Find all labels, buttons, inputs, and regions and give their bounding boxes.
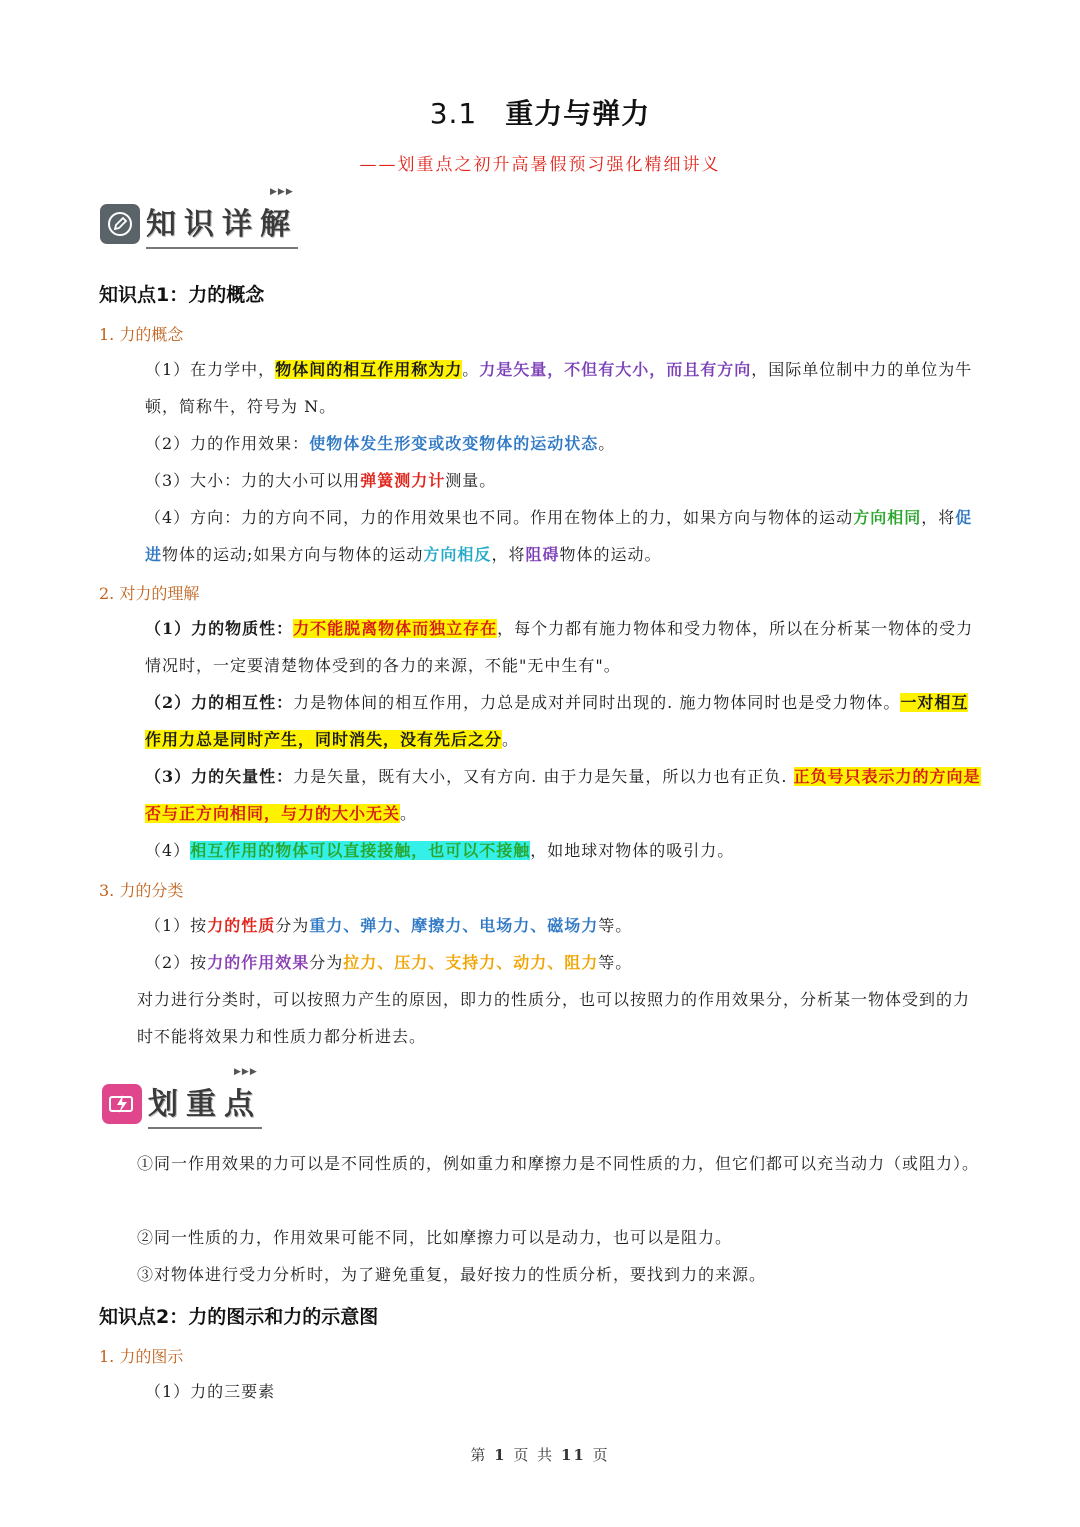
highlight: 正负号只表示力的方向是否与正方向相同，与力的大小无关 — [145, 767, 981, 823]
key-points-banner — [102, 1067, 262, 1129]
arrows-icon: ▶▶▶ — [234, 1067, 258, 1077]
paragraph: （3）力的矢量性：力是矢量，既有大小，又有方向. 由于力是矢量，所以力也有正负. 正负号只表示力的方向是否与正方向相同，与力的大小无关。 — [145, 767, 981, 823]
page-footer: 第 1 页 共 11 页 — [470, 1446, 610, 1464]
total-pages: 11 — [560, 1446, 586, 1464]
paragraph: （2）力的相互性：力是物体间的相互作用，力总是成对并同时出现的. 施力物体同时也是受力物体。一对相互作用力总是同时产生，同时消失，没有先后之分。 — [145, 693, 969, 749]
page-number: 1 — [494, 1446, 507, 1464]
highlight: 力不能脱离物体而独立存在 — [293, 619, 498, 638]
section-title: 1. 力的概念 — [99, 325, 184, 344]
knowledge-detail-banner — [100, 187, 298, 249]
page-subtitle: ——划重点之初升高暑假预习强化精细讲义 — [359, 155, 721, 175]
paragraph: （3）大小：力的大小可以用弹簧测力计测量。 — [145, 471, 497, 490]
paragraph: （1）力的三要素 — [145, 1382, 276, 1401]
paragraph: （4）方向：力的方向不同，力的作用效果也不同。作用在物体上的力，如果方向与物体的运动方向相同，将促进物体的运动;如果方向与物体的运动方向相反，将阻碍物体的运动。 — [145, 508, 973, 564]
paragraph: （1）按力的性质分为重力、弹力、摩擦力、电场力、磁场力等。 — [145, 916, 633, 935]
page-title: 3.1 重力与弹力 — [429, 97, 651, 130]
paragraph: （2）按力的作用效果分为拉力、压力、支持力、动力、阻力等。 — [145, 953, 633, 972]
lightning-icon — [102, 1084, 142, 1124]
paragraph: （4）相互作用的物体可以直接接触，也可以不接触，如地球对物体的吸引力。 — [145, 841, 735, 860]
paragraph: （2）力的作用效果：使物体发生形变或改变物体的运动状态。 — [145, 434, 616, 453]
kp1-heading: 知识点1：力的概念 — [99, 284, 265, 306]
banner-label: 划重点 — [148, 1079, 262, 1129]
kp2-heading: 知识点2：力的图示和力的示意图 — [99, 1306, 379, 1328]
highlight: 一对相互作用力总是同时产生，同时消失，没有先后之分 — [145, 693, 969, 749]
pencil-icon — [100, 204, 140, 244]
key-point: ③对物体进行受力分析时，为了避免重复，最好按力的性质分析，要找到力的来源。 — [137, 1265, 767, 1284]
highlight: 相互作用的物体可以直接接触，也可以不接触 — [190, 841, 531, 860]
paragraph: 对力进行分类时，可以按照力产生的原因，即力的性质分，也可以按照力的作用效果分，分析某一物体受到的力时不能将效果力和性质力都分析进去。 — [137, 990, 971, 1046]
paragraph: （1）力的物质性：力不能脱离物体而独立存在，每个力都有施力物体和受力物体，所以在分析某一物体的受力情况时，一定要清楚物体受到的各力的来源，不能"无中生有"。 — [145, 619, 974, 675]
section-title: 3. 力的分类 — [99, 881, 184, 900]
highlight: 物体间的相互作用称为力 — [275, 360, 463, 379]
key-point: ①同一作用效果的力可以是不同性质的，例如重力和摩擦力是不同性质的力，但它们都可以充当动力（或阻力）。 — [137, 1154, 980, 1173]
key-point: ②同一性质的力，作用效果可能不同，比如摩擦力可以是动力，也可以是阻力。 — [137, 1228, 733, 1247]
paragraph: （1）在力学中，物体间的相互作用称为力。力是矢量，不但有大小，而且有方向，国际单位制中力的单位为牛顿，简称牛，符号为 N。 — [145, 360, 973, 416]
banner-label: 知识详解 — [146, 199, 298, 249]
arrows-icon: ▶▶▶ — [270, 187, 294, 197]
section-title: 1. 力的图示 — [99, 1347, 184, 1366]
section-title: 2. 对力的理解 — [99, 584, 200, 603]
